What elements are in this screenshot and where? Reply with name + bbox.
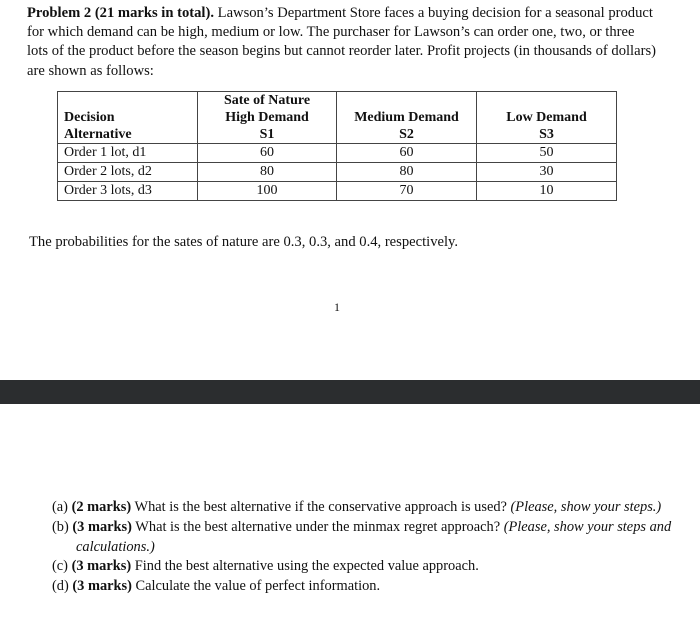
problem-text: Lawson’s Department Store faces a buying decision for a seasonal product for which demand can be high, medium or low. The purchaser for Lawson’s can order one, two, or three lots of the product before the season begins but cannot reorder later. Profit projects (in thousands of dollars) are shown as follows: xyxy=(27,5,656,79)
low-demand-header xyxy=(477,92,617,144)
table-cell: 60 xyxy=(337,144,477,163)
column-name: High Demand xyxy=(225,110,309,125)
problem-paragraph xyxy=(27,4,657,81)
table-row xyxy=(58,144,617,163)
probabilities-text: The probabilities for the sates of nature are 0.3, 0.3, and 0.4, respectively. xyxy=(29,234,459,250)
table-cell: 30 xyxy=(477,163,617,182)
page-divider xyxy=(0,380,700,404)
table-cell: 100 xyxy=(198,182,337,201)
medium-demand-header xyxy=(337,92,477,144)
question-label: (b) xyxy=(52,518,69,535)
table-header-row xyxy=(58,92,617,144)
question-b xyxy=(52,518,672,558)
question-text: What is the best alternative if the conservative approach is used? xyxy=(131,499,511,515)
table-cell: 60 xyxy=(198,144,337,163)
question-marks: (2 marks) xyxy=(71,499,132,515)
question-c xyxy=(52,557,672,577)
table-cell: 80 xyxy=(198,163,337,182)
row-label: Order 2 lots, d2 xyxy=(58,163,198,182)
question-marks: (3 marks) xyxy=(72,578,132,595)
question-marks: (3 marks) xyxy=(72,518,132,535)
question-text: What is the best alternative under the minmax regret approach? xyxy=(131,518,504,535)
question-note: (Please, show your steps.) xyxy=(510,499,662,515)
decision-header-line1: Decision xyxy=(64,110,115,125)
question-label: (a) xyxy=(52,499,68,515)
table-cell: 50 xyxy=(477,144,617,163)
table-cell: 10 xyxy=(477,182,617,201)
decision-header-line2: Alternative xyxy=(64,127,132,142)
question-text: Calculate the value of perfect information. xyxy=(131,578,381,595)
question-marks: (3 marks) xyxy=(71,558,132,575)
row-label: Order 1 lot, d1 xyxy=(58,144,198,163)
problem-heading: Problem 2 (21 marks in total). xyxy=(27,5,214,21)
table-cell: 80 xyxy=(337,163,477,182)
question-a xyxy=(52,498,672,518)
payoff-table xyxy=(57,91,617,201)
table-row xyxy=(58,163,617,182)
question-label: (d) xyxy=(52,578,69,595)
high-demand-header xyxy=(198,92,337,144)
table-row xyxy=(58,182,617,201)
table-cell: 70 xyxy=(337,182,477,201)
question-text: Find the best alternative using the expected value approach. xyxy=(131,558,479,575)
column-code: S3 xyxy=(539,127,554,142)
column-name: Medium Demand xyxy=(354,110,459,125)
column-code: S2 xyxy=(399,127,414,142)
question-note: (Please, show your steps and calculations.) xyxy=(76,518,672,555)
question-label: (c) xyxy=(52,558,68,575)
decision-header xyxy=(58,92,198,144)
row-label: Order 3 lots, d3 xyxy=(58,182,198,201)
column-code: S1 xyxy=(259,127,275,142)
page-number: 1 xyxy=(334,300,340,314)
question-d xyxy=(52,577,672,597)
states-title: Sate of Nature xyxy=(223,93,311,108)
column-name: Low Demand xyxy=(506,110,587,125)
question-list xyxy=(52,498,672,597)
